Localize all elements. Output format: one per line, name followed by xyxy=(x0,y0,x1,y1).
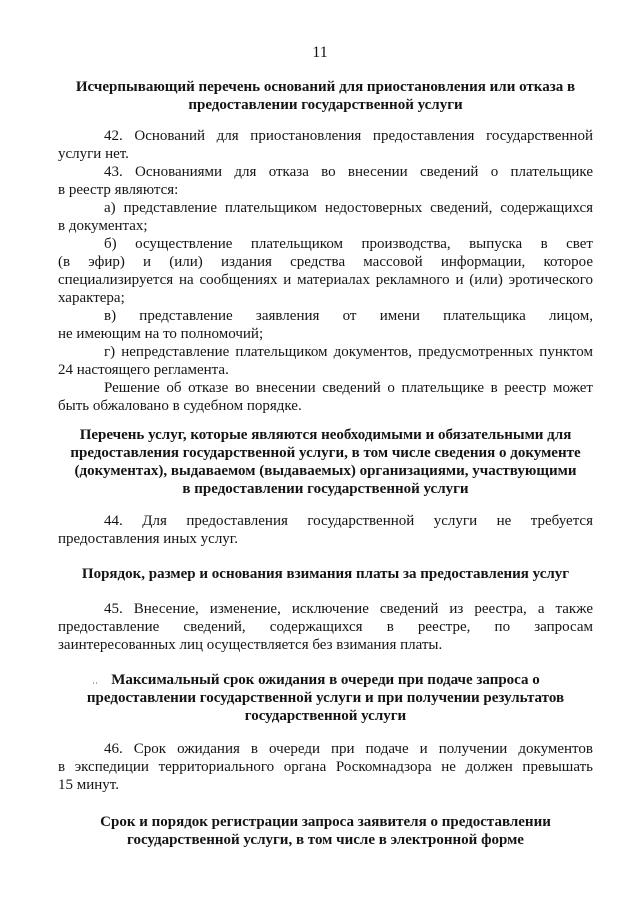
heading-line: в предоставлении государственной услуги xyxy=(182,481,469,497)
text-line: услуги нет. xyxy=(58,146,129,162)
text-line: не имеющим на то полномочий; xyxy=(58,326,264,342)
scan-speck: ·· xyxy=(92,678,98,688)
text-line: 15 минут. xyxy=(58,777,119,793)
text-line: 44. Для предоставления государственной услуги не требуется xyxy=(104,513,593,529)
text-line: в экспедиции территориального органа Роскомнадзора не должен превышать xyxy=(58,759,593,775)
text-line: 24 настоящего регламента. xyxy=(58,362,229,378)
body-paragraph-44 xyxy=(58,512,593,548)
heading-registration xyxy=(58,813,593,849)
text-line: 46. Срок ожидания в очереди при подаче и получении документов xyxy=(104,741,593,757)
text-line: специализируется на сообщениях и материалах рекламного и (или) эротического xyxy=(58,272,593,288)
heading-line: Исчерпывающий перечень оснований для приостановления или отказа в xyxy=(75,79,576,95)
text-line: г) непредставление плательщиком документов, предусмотренных пунктом xyxy=(104,344,593,360)
heading-line: Порядок, размер и основания взимания платы за предоставления услуг xyxy=(81,566,570,582)
heading-line: предоставлении государственной услуги xyxy=(188,97,463,113)
text-line: быть обжаловано в судебном порядке. xyxy=(58,398,302,414)
heading-line: предоставлении государственной услуги и при получении результатов xyxy=(86,690,565,706)
heading-line: Максимальный срок ожидания в очереди при подаче запроса о xyxy=(111,672,540,688)
text-line: а) представление плательщиком недостоверных сведений, содержащихся xyxy=(104,200,593,216)
text-line: предоставление сведений, содержащихся в реестре, по запросам xyxy=(58,619,593,635)
heading-fees xyxy=(58,565,593,583)
text-line: (в эфир) и (или) издания средства массовой информации, которое xyxy=(58,254,593,270)
text-line: характера; xyxy=(58,290,125,306)
text-line: 42. Оснований для приостановления предоставления государственной xyxy=(104,128,593,144)
text-line: заинтересованных лиц осуществляется без взимания платы. xyxy=(58,637,443,653)
heading-line: государственной услуги, в том числе в электронной форме xyxy=(127,832,524,848)
heading-required-services xyxy=(58,426,593,498)
text-line: 45. Внесение, изменение, исключение сведений из реестра, а также xyxy=(104,601,593,617)
text-line: Решение об отказе во внесении сведений о плательщике в реестр может xyxy=(104,380,593,396)
body-paragraph-46 xyxy=(58,740,593,794)
text-line: предоставления иных услуг. xyxy=(58,531,239,547)
heading-line: (документах), выдаваемом (выдаваемых) организациями, участвующими xyxy=(74,463,577,479)
text-line: б) осуществление плательщиком производства, выпуска в свет xyxy=(104,236,593,252)
page-number: 11 xyxy=(312,44,328,61)
heading-queue-time xyxy=(58,671,593,725)
heading-line: предоставления государственной услуги, в том числе сведения о документе xyxy=(70,445,581,461)
heading-line: Срок и порядок регистрации запроса заявителя о предоставлении xyxy=(100,814,551,830)
body-paragraph-45 xyxy=(58,600,593,654)
body-paragraphs-42-43 xyxy=(58,127,593,415)
heading-line: Перечень услуг, которые являются необходимыми и обязательными для xyxy=(79,427,572,443)
heading-line: государственной услуги xyxy=(244,708,407,724)
text-line: 43. Основаниями для отказа во внесении сведений о плательщике xyxy=(104,164,593,180)
heading-suspension-refusal xyxy=(58,78,593,114)
text-line: в реестр являются: xyxy=(58,182,179,198)
text-line: в) представление заявления от имени плательщика лицом, xyxy=(104,308,593,324)
text-line: в документах; xyxy=(58,218,148,234)
